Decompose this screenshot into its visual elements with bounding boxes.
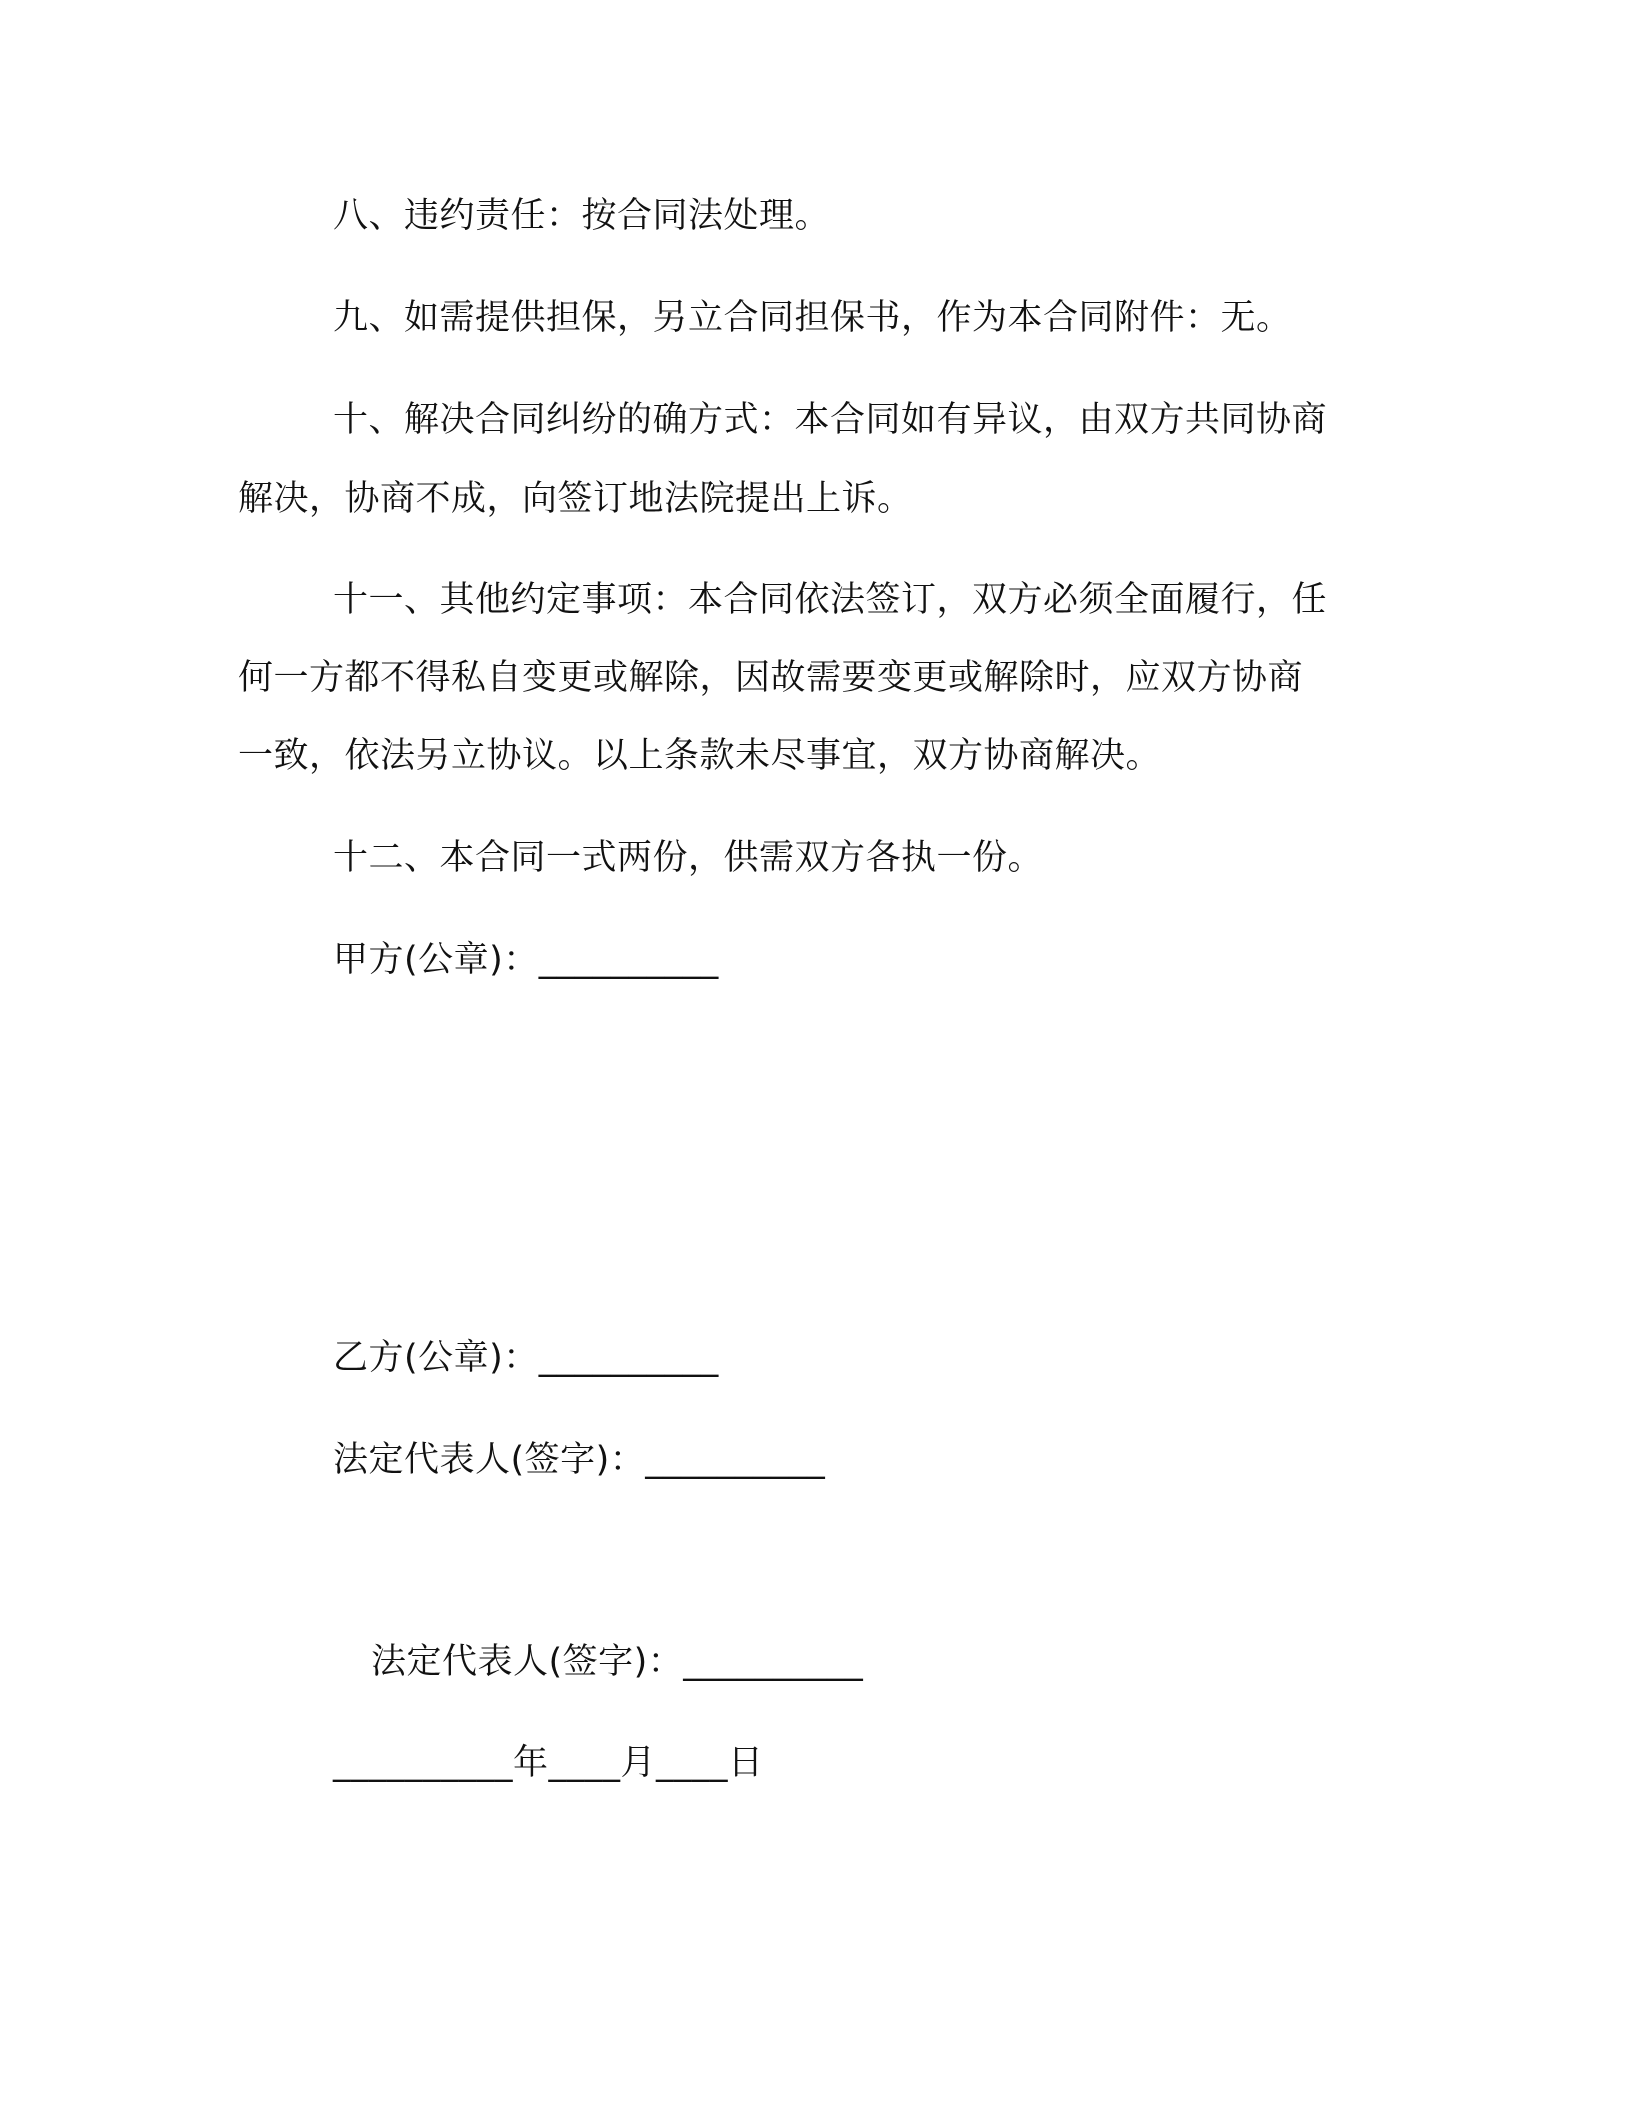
clause-10-line-2: 解决，协商不成，向签订地法院提出上诉。 bbox=[238, 479, 913, 519]
clause-11-line-3: 一致，依法另立协议。以上条款未尽事宜，双方协商解决。 bbox=[238, 736, 1162, 776]
legal-representative-signature-1: 法定代表人(签字)：__________ bbox=[333, 1440, 826, 1480]
clause-8: 八、违约责任：按合同法处理。 bbox=[333, 196, 831, 236]
clause-11-line-2: 何一方都不得私自变更或解除，因故需要变更或解除时，应双方协商 bbox=[238, 658, 1304, 698]
clause-12: 十二、本合同一式两份，供需双方各执一份。 bbox=[333, 838, 1044, 878]
party-b-seal: 乙方(公章)：__________ bbox=[333, 1338, 719, 1378]
clause-11-line-1: 十一、其他约定事项：本合同依法签订，双方必须全面履行，任 bbox=[333, 580, 1328, 620]
legal-representative-signature-2: 法定代表人(签字)：__________ bbox=[371, 1642, 864, 1682]
signing-date: __________年____月____日 bbox=[333, 1743, 764, 1783]
party-a-seal: 甲方(公章)：__________ bbox=[333, 940, 719, 980]
clause-9: 九、如需提供担保，另立合同担保书，作为本合同附件：无。 bbox=[333, 298, 1292, 338]
clause-10-line-1: 十、解决合同纠纷的确方式：本合同如有异议，由双方共同协商 bbox=[333, 400, 1328, 440]
